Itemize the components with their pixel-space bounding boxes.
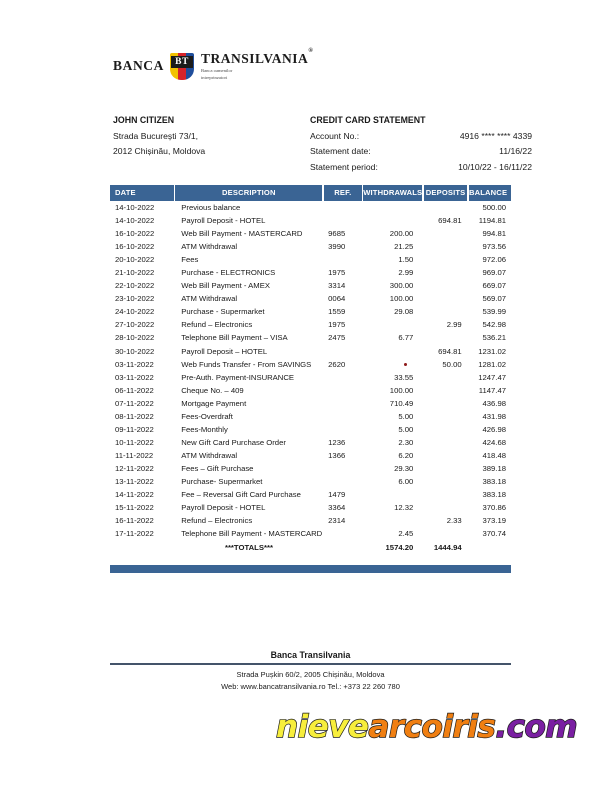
cell-date: 13-11-2022: [115, 476, 154, 486]
logo-wordmark: [201, 47, 314, 80]
cell-withdrawal: 2.45: [398, 529, 414, 539]
cell-ref: [324, 345, 362, 358]
cell-description: Purchase - ELECTRONICS: [181, 268, 276, 278]
cell-date: 14-11-2022: [115, 490, 154, 500]
cell-withdrawal: 100.00: [389, 385, 414, 395]
cell-balance: 373.19: [482, 516, 506, 526]
cell-date: 07-11-2022: [115, 398, 154, 408]
table-row: [110, 384, 511, 397]
cell-date: 15-11-2022: [115, 503, 154, 513]
cell-description: Telephone Bill Payment - MASTERCARD: [181, 529, 323, 539]
cell-deposit: [424, 423, 468, 436]
cell-deposit: [424, 305, 468, 318]
table-row: [110, 305, 511, 318]
table-row: [110, 214, 511, 227]
table-row: [110, 279, 511, 292]
cell-deposit: 2.99: [446, 320, 462, 330]
cell-balance: 370.74: [482, 529, 506, 539]
cell-withdrawal: 2.99: [398, 268, 414, 278]
table-row: [110, 358, 511, 371]
statement-period-row: [310, 160, 532, 176]
totals-row: [110, 540, 511, 555]
table-row: [110, 449, 511, 462]
table-row: [110, 292, 511, 305]
logo-tagline-line1: Banca oamenilor: [201, 68, 233, 74]
watermark: [276, 708, 577, 746]
table-row: [110, 423, 511, 436]
cell-withdrawal: 1.50: [398, 255, 414, 265]
table-row: [110, 514, 511, 527]
cell-deposit: 2.33: [446, 516, 462, 526]
table-row: [110, 410, 511, 423]
cell-date: 12-11-2022: [115, 463, 154, 473]
logo-transilvania-text: TRANSILVANIA®: [201, 47, 314, 67]
cell-ref: [324, 201, 362, 214]
cell-description: Telephone Bill Payment – VISA: [181, 333, 288, 343]
cell-date: 16-10-2022: [115, 242, 155, 252]
totals-deposits: 1444.94: [433, 543, 462, 553]
cell-description: Refund – Electronics: [181, 320, 253, 330]
cell-deposit: [424, 436, 468, 449]
column-header-balance: BALANCE: [469, 185, 511, 201]
cell-ref: 0064: [328, 294, 346, 304]
cell-deposit: [424, 331, 468, 344]
bank-logo: [113, 47, 314, 82]
cell-balance: 1147.47: [478, 385, 506, 395]
cell-withdrawal: 5.00: [398, 424, 414, 434]
cell-deposit: [424, 527, 468, 540]
cell-date: 03-11-2022: [115, 359, 154, 369]
cell-ref: [324, 253, 362, 266]
customer-address-line2: 2012 Chișinău, Moldova: [113, 146, 206, 156]
cell-description: ATM Withdrawal: [181, 294, 238, 304]
cell-ref: 1366: [328, 450, 346, 460]
cell-balance: 994.81: [482, 229, 506, 239]
statement-period-value: 10/10/22 - 16/11/22: [458, 161, 532, 172]
table-row: [110, 462, 511, 475]
cell-date: 14-10-2022: [115, 203, 155, 212]
table-bottom-bar: [110, 565, 511, 573]
cell-deposit: [424, 292, 468, 305]
cell-date: 17-11-2022: [115, 529, 154, 539]
footer-contact: Web: www.bancatransilvania.ro Tel.: +373 22 260 780: [221, 682, 400, 692]
cell-date: 16-10-2022: [115, 229, 155, 239]
table-row: [110, 318, 511, 331]
cell-withdrawal: [364, 214, 423, 227]
cell-description: Web Funds Transfer - From SAVINGS: [181, 359, 312, 369]
cell-deposit: [424, 449, 468, 462]
cell-balance: 972.06: [482, 255, 506, 265]
cell-balance: 536.21: [482, 333, 506, 343]
account-number-value: 4916 **** **** 4339: [459, 130, 532, 141]
cell-withdrawal: 710.49: [389, 398, 414, 408]
statement-period-label: Statement period:: [310, 161, 378, 172]
cell-deposit: [424, 501, 468, 514]
cell-ref: 2475: [328, 333, 346, 343]
cell-balance: 542.98: [482, 320, 506, 330]
logo-banca-text: BANCA: [113, 58, 165, 73]
cell-description: Payroll Deposit - HOTEL: [181, 503, 266, 513]
cell-deposit: [424, 384, 468, 397]
cell-deposit: [424, 266, 468, 279]
table-row: [110, 345, 511, 358]
table-row: [110, 371, 511, 384]
cell-date: 30-10-2022: [115, 346, 155, 356]
column-header-ref: REF.: [324, 185, 362, 201]
cell-ref: [324, 475, 362, 488]
cell-withdrawal: 2.30: [398, 437, 414, 447]
customer-address-block: [113, 113, 313, 160]
bt-shield-icon: [170, 53, 194, 80]
cell-deposit: [424, 410, 468, 423]
cell-balance: 973.56: [482, 242, 506, 252]
cell-ref: [324, 214, 362, 227]
cell-withdrawal: [364, 488, 423, 501]
cell-withdrawal: [364, 358, 423, 371]
transactions-table: [110, 185, 511, 555]
cell-ref: 3990: [328, 242, 346, 252]
cell-deposit: [424, 462, 468, 475]
statement-date-label: Statement date:: [310, 146, 371, 156]
cell-balance: 370.86: [482, 503, 506, 513]
watermark-part2: arcoiris: [368, 709, 496, 745]
cell-balance: 383.18: [482, 476, 506, 486]
cell-deposit: 694.81: [438, 216, 462, 226]
cell-ref: [324, 527, 362, 540]
watermark-part3: .com: [495, 709, 578, 745]
table-header-row: [110, 185, 511, 201]
cell-date: 27-10-2022: [115, 320, 155, 330]
account-number-label: Account No.:: [310, 130, 360, 141]
cell-date: 16-11-2022: [115, 516, 154, 526]
cell-deposit: [424, 475, 468, 488]
table-body: [110, 201, 511, 540]
cell-date: 11-11-2022: [115, 450, 154, 460]
statement-title: CREDIT CARD STATEMENT: [310, 115, 426, 125]
cell-description: Purchase- Supermarket: [181, 476, 263, 486]
cell-deposit: [424, 253, 468, 266]
cell-balance: 1231.02: [478, 346, 506, 356]
table-row: [110, 488, 511, 501]
cell-deposit: [424, 371, 468, 384]
cell-ref: 1479: [328, 490, 346, 500]
cell-description: Fee – Reversal Gift Card Purchase: [181, 490, 301, 500]
column-header-date: DATE: [110, 185, 174, 201]
cell-date: 22-10-2022: [115, 281, 155, 291]
cell-withdrawal: 21.25: [394, 242, 414, 252]
cell-balance: 383.18: [482, 490, 506, 500]
table-row: [110, 436, 511, 449]
cell-ref: 1559: [328, 307, 346, 317]
cell-withdrawal: [364, 514, 423, 527]
cell-description: Cheque No. – 409: [181, 385, 244, 395]
cell-withdrawal: 6.77: [398, 333, 414, 343]
cell-deposit: [424, 227, 468, 240]
table-row: [110, 240, 511, 253]
cell-deposit: [424, 397, 468, 410]
cell-date: 20-10-2022: [115, 255, 155, 265]
cell-description: Fees: [181, 255, 199, 265]
customer-name: JOHN CITIZEN: [113, 115, 175, 125]
cell-balance: 424.68: [482, 437, 506, 447]
table-row: [110, 253, 511, 266]
cell-balance: 500.00: [482, 203, 506, 212]
cell-balance: 1194.81: [478, 216, 506, 226]
cell-ref: 2620: [328, 359, 346, 369]
cell-date: 06-11-2022: [115, 385, 154, 395]
table-row: [110, 475, 511, 488]
cell-description: Purchase - Supermarket: [181, 307, 265, 317]
page-footer: [110, 650, 511, 694]
cell-ref: 3364: [328, 503, 346, 513]
cell-deposit: 50.00: [442, 359, 462, 369]
cell-date: 14-10-2022: [115, 216, 155, 226]
cell-withdrawal: 5.00: [398, 411, 414, 421]
cell-ref: [324, 397, 362, 410]
cell-withdrawal: 100.00: [389, 294, 414, 304]
cell-balance: 1247.47: [478, 372, 506, 382]
cell-ref: 1975: [328, 268, 346, 278]
cell-description: Mortgage Payment: [181, 398, 247, 408]
statement-meta-block: [310, 113, 532, 175]
cell-withdrawal: 6.20: [398, 450, 414, 460]
cell-ref: 3314: [328, 281, 346, 291]
cell-withdrawal: 300.00: [389, 281, 414, 291]
cell-withdrawal: 33.55: [394, 372, 414, 382]
cell-ref: 2314: [328, 516, 346, 526]
cell-withdrawal: 12.32: [394, 503, 414, 513]
cell-ref: 1975: [328, 320, 346, 330]
cell-description: Payroll Deposit – HOTEL: [181, 346, 268, 356]
cell-withdrawal: [364, 318, 423, 331]
cell-description: Fees – Gift Purchase: [181, 463, 254, 473]
cell-description: Fees-Overdraft: [181, 411, 233, 421]
cell-description: Web Bill Payment - MASTERCARD: [181, 229, 303, 239]
cell-withdrawal: 29.30: [394, 463, 414, 473]
column-header-description: DESCRIPTION: [175, 185, 322, 201]
cell-description: ATM Withdrawal: [181, 450, 238, 460]
cell-balance: 969.07: [482, 268, 506, 278]
cell-ref: 9685: [328, 229, 346, 239]
cell-ref: [324, 410, 362, 423]
cell-description: New Gift Card Purchase Order: [181, 437, 286, 447]
cell-description: Web Bill Payment - AMEX: [181, 281, 270, 291]
logo-tagline-line2: intreprinzatori: [201, 75, 228, 80]
cell-ref: [324, 371, 362, 384]
footer-address: Strada Pușkin 60/2, 2005 Chișinău, Moldova: [236, 669, 385, 679]
cell-withdrawal: 6.00: [398, 476, 414, 486]
customer-address-line1: Strada București 73/1,: [113, 130, 199, 141]
table-row: [110, 397, 511, 410]
table-row: [110, 227, 511, 240]
cell-ref: [324, 384, 362, 397]
cell-date: 09-11-2022: [115, 424, 154, 434]
watermark-part1: nieve: [276, 709, 369, 745]
totals-label: ***TOTALS***: [224, 543, 273, 553]
footer-bank-name: Banca Transilvania: [270, 650, 351, 660]
cell-deposit: [424, 240, 468, 253]
totals-withdrawals: 1574.20: [385, 543, 414, 553]
cell-date: 28-10-2022: [115, 333, 155, 343]
table-row: [110, 527, 511, 540]
cell-balance: 669.07: [482, 281, 506, 291]
cell-date: 21-10-2022: [115, 268, 155, 278]
cell-withdrawal: [364, 345, 423, 358]
cell-deposit: [424, 488, 468, 501]
cell-balance: 389.18: [482, 463, 506, 473]
cell-date: 23-10-2022: [115, 294, 155, 304]
cell-ref: [324, 462, 362, 475]
cell-description: Fees-Monthly: [181, 424, 228, 434]
table-row: [110, 201, 511, 214]
cell-balance: 418.48: [482, 450, 506, 460]
cell-description: Refund – Electronics: [181, 516, 253, 526]
cell-date: 08-11-2022: [115, 411, 154, 421]
account-number-row: [310, 129, 532, 145]
footer-divider: [110, 663, 511, 665]
cell-balance: 431.98: [482, 411, 506, 421]
table-row: [110, 501, 511, 514]
cell-withdrawal: 200.00: [389, 229, 414, 239]
cell-withdrawal: 29.08: [394, 307, 414, 317]
cell-balance: 1281.02: [478, 359, 506, 369]
cell-date: 03-11-2022: [115, 372, 154, 382]
cell-withdrawal: [364, 201, 423, 214]
column-header-withdrawals: WITHDRAWALS: [363, 185, 422, 201]
cell-date: 10-11-2022: [115, 437, 154, 447]
cell-ref: 1236: [328, 437, 346, 447]
registered-mark: ®: [308, 47, 314, 54]
cell-date: 24-10-2022: [115, 307, 155, 317]
cell-deposit: [424, 201, 468, 214]
cell-balance: 426.98: [482, 424, 506, 434]
cell-balance: 539.99: [482, 307, 506, 317]
column-header-deposits: DEPOSITS: [424, 185, 468, 201]
logo-bt-badge: BT: [171, 56, 193, 68]
cell-description: Pre-Auth. Payment-INSURANCE: [181, 372, 295, 382]
statement-date-value: 11/16/22: [499, 146, 532, 156]
statement-date-row: [310, 144, 532, 160]
cell-deposit: 694.81: [438, 346, 462, 356]
cell-balance: 436.98: [482, 398, 506, 408]
cell-description: Payroll Deposit - HOTEL: [181, 216, 266, 226]
cell-ref: [324, 423, 362, 436]
table-row: [110, 266, 511, 279]
cell-description: Previous balance: [181, 203, 241, 212]
cell-description: ATM Withdrawal: [181, 242, 238, 252]
cell-deposit: [424, 279, 468, 292]
table-row: [110, 331, 511, 344]
cell-balance: 569.07: [482, 294, 506, 304]
